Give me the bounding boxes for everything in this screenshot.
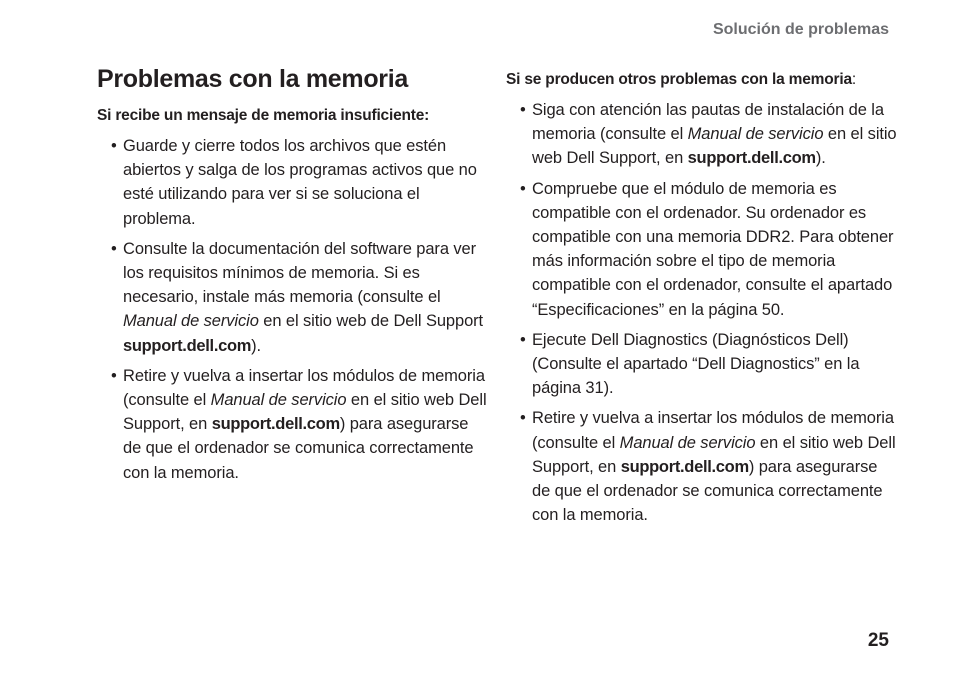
- support-link[interactable]: support.dell.com: [687, 149, 816, 168]
- list-item: [97, 237, 489, 358]
- list-item: [97, 364, 489, 485]
- manual-reference: Manual de servicio: [687, 125, 824, 144]
- subheading-bold: Si se producen otros problemas con la memoria: [506, 71, 852, 88]
- manual-reference: Manual de servicio: [210, 391, 347, 410]
- page-number: 25: [867, 630, 889, 651]
- bullet: •: [520, 330, 526, 349]
- item-text: ).: [815, 149, 826, 168]
- item-text: Guarde y cierre todos los archivos que estén abiertos y salga de los programas activos que no esté utilizando para ver si se soluciona el problema.: [123, 137, 477, 228]
- manual-reference: Manual de servicio: [619, 433, 756, 452]
- list-item: [506, 177, 898, 322]
- support-link[interactable]: support.dell.com: [211, 415, 340, 434]
- item-text: ).: [251, 336, 262, 355]
- item-text: Ejecute Dell Diagnostics (Diagnósticos Dell) (Consulte el apartado “Dell Diagnostics” en la página 31).: [532, 330, 860, 398]
- item-text: en el sitio web Dell Support, en: [532, 125, 897, 168]
- bullet: •: [111, 366, 117, 385]
- item-text: ) para asegurarse de que el ordenador se comunica correctamente con la memoria.: [532, 457, 883, 525]
- left-column: [97, 64, 489, 491]
- item-text: ) para asegurarse de que el ordenador se comunica correctamente con la memoria.: [123, 415, 474, 482]
- right-column: [506, 68, 898, 533]
- bullet: •: [520, 409, 526, 428]
- item-text: en el sitio web Dell Support, en: [532, 433, 896, 476]
- item-text: en el sitio web Dell Support, en: [123, 391, 487, 434]
- manual-reference: Manual de servicio: [123, 312, 259, 331]
- item-text: en el sitio web de Dell Support: [258, 312, 484, 331]
- subheading-insufficient-memory: Si recibe un mensaje de memoria insuficiente:: [97, 107, 430, 124]
- left-bullet-list: [97, 134, 489, 485]
- bullet: •: [111, 239, 117, 258]
- page-title: Problemas con la memoria: [97, 65, 408, 93]
- bullet: •: [520, 179, 526, 198]
- right-bullet-list: [506, 98, 898, 527]
- subheading-tail: :: [851, 71, 856, 88]
- item-text: Siga con atención las pautas de instalación de la memoria (consulte el: [532, 101, 884, 144]
- list-item: [97, 134, 489, 231]
- running-header: Solución de problemas: [712, 21, 889, 38]
- subheading-other-problems: [506, 68, 898, 92]
- item-text: Retire y vuelva a insertar los módulos de memoria (consulte el: [532, 409, 894, 452]
- list-item: [506, 98, 898, 171]
- support-link[interactable]: support.dell.com: [620, 457, 749, 476]
- support-link[interactable]: support.dell.com: [123, 336, 252, 355]
- bullet: •: [111, 137, 117, 155]
- item-text: Consulte la documentación del software para ver los requisitos mínimos de memoria. Si es necesario, instale más memoria (consulte el: [123, 239, 476, 307]
- list-item: [506, 406, 898, 527]
- item-text: Retire y vuelva a insertar los módulos de memoria (consulte el: [123, 366, 485, 410]
- bullet: •: [520, 101, 526, 119]
- item-text: Compruebe que el módulo de memoria es compatible con el ordenador. Su ordenador es compatible con una memoria DDR2. Para obtener más información sobre el tipo de memoria compatible con el ordenador, consulte el apartado “Especificaciones” en la página 50.: [532, 179, 894, 319]
- list-item: [506, 328, 898, 401]
